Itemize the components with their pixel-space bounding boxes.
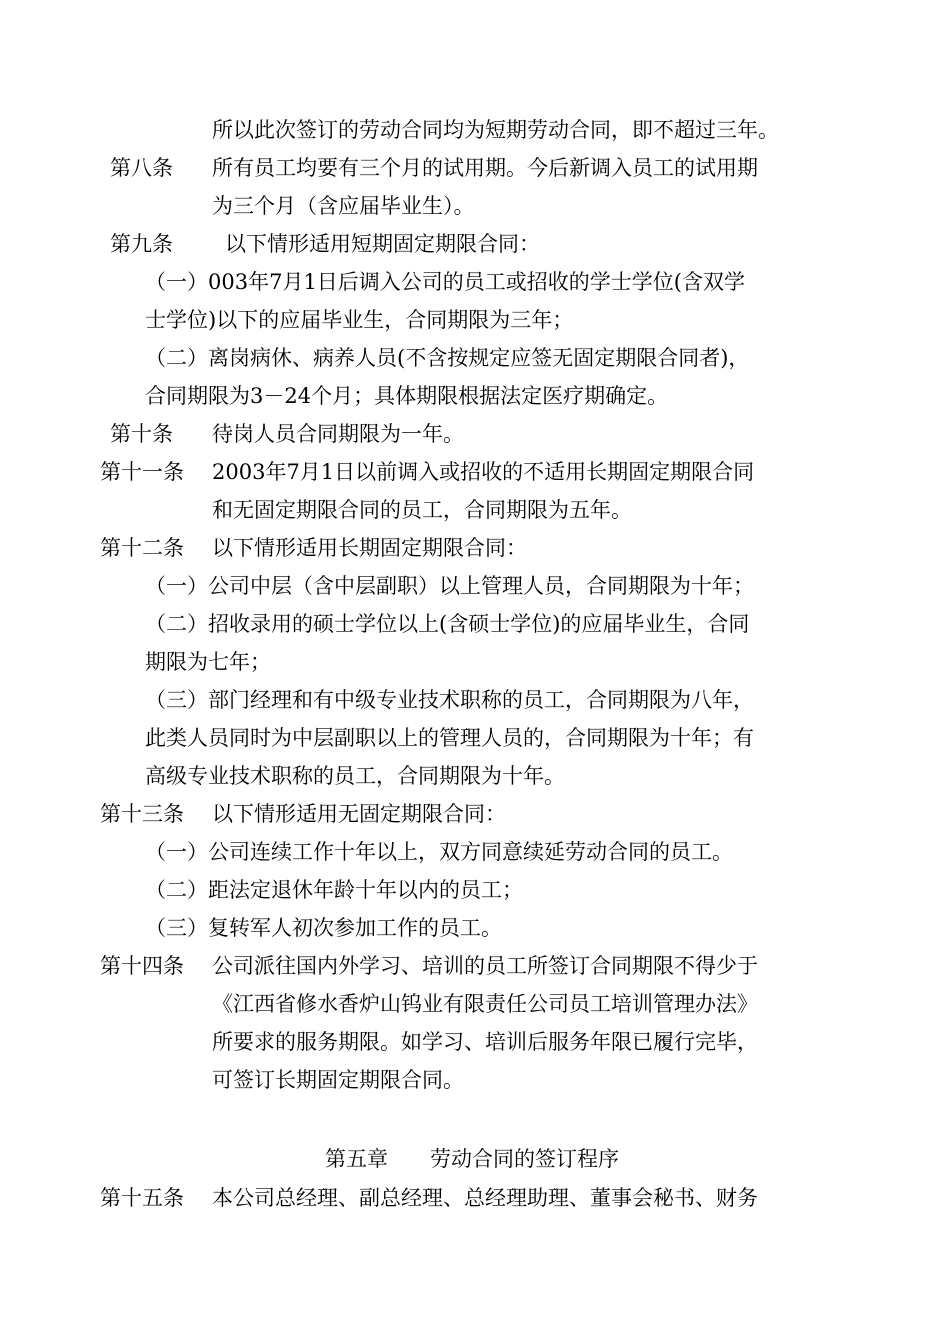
article-7-continuation: 所以此次签订的劳动合同均为短期劳动合同，即不超过三年。	[212, 118, 779, 142]
article-11-text: 2003年7月1日以前调入或招收的不适用长期固定期限合同	[212, 460, 755, 484]
article-9-item-1: （一）003年7月1日后调入公司的员工或招收的学士学位(含双学	[145, 270, 745, 294]
article-12-item-2: （二）招收录用的硕士学位以上(含硕士学位)的应届毕业生，合同	[145, 612, 750, 636]
article-15-label: 第十五条	[100, 1186, 184, 1210]
article-13-label: 第十三条	[100, 802, 184, 826]
article-14-label: 第十四条	[100, 954, 184, 978]
article-12-item-3-cont: 此类人员同时为中层副职以上的管理人员的，合同期限为十年；有	[145, 726, 754, 750]
article-14-text: 公司派往国内外学习、培训的员工所签订合同期限不得少于	[212, 954, 758, 978]
article-9-text: 以下情形适用短期固定期限合同：	[225, 232, 540, 256]
article-13-item-3: （三）复转军人初次参加工作的员工。	[145, 916, 502, 940]
article-14-text-cont-3: 可签订长期固定期限合同。	[212, 1068, 464, 1092]
article-9-item-2: （二）离岗病休、病养人员(不含按规定应签无固定期限合同者)，	[145, 346, 750, 370]
article-9-label: 第九条	[110, 232, 173, 256]
article-12-text: 以下情形适用长期固定期限合同：	[212, 536, 527, 560]
article-13-item-2: （二）距法定退休年龄十年以内的员工；	[145, 878, 523, 902]
article-12-label: 第十二条	[100, 536, 184, 560]
article-8-text-cont: 为三个月（含应届毕业生）。	[212, 194, 475, 218]
article-9-item-2-cont: 合同期限为3－24个月；具体期限根据法定医疗期确定。	[145, 384, 669, 408]
article-11-text-cont: 和无固定期限合同的员工，合同期限为五年。	[212, 498, 632, 522]
article-13-item-1: （一）公司连续工作十年以上，双方同意续延劳动合同的员工。	[145, 840, 733, 864]
article-10-text: 待岗人员合同期限为一年。	[212, 422, 464, 446]
article-14-text-cont: 《江西省修水香炉山钨业有限责任公司员工培训管理办法》	[212, 992, 758, 1016]
article-9-item-1-cont: 士学位)以下的应届毕业生，合同期限为三年；	[145, 308, 574, 332]
article-14-text-cont-2: 所要求的服务期限。如学习、培训后服务年限已履行完毕，	[212, 1030, 758, 1054]
article-10-label: 第十条	[110, 422, 173, 446]
article-12-item-1: （一）公司中层（含中层副职）以上管理人员，合同期限为十年；	[145, 574, 754, 598]
article-8-text: 所有员工均要有三个月的试用期。今后新调入员工的试用期	[212, 156, 758, 180]
chapter-5-heading: 第五章 劳动合同的签订程序	[325, 1147, 619, 1171]
article-15-text: 本公司总经理、副总经理、总经理助理、董事会秘书、财务	[212, 1186, 758, 1210]
article-13-text: 以下情形适用无固定期限合同：	[212, 802, 506, 826]
article-12-item-3: （三）部门经理和有中级专业技术职称的员工，合同期限为八年，	[145, 688, 754, 712]
article-8-label: 第八条	[110, 156, 173, 180]
article-12-item-3-cont-2: 高级专业技术职称的员工，合同期限为十年。	[145, 764, 565, 788]
article-11-label: 第十一条	[100, 460, 184, 484]
article-12-item-2-cont: 期限为七年；	[145, 650, 271, 674]
